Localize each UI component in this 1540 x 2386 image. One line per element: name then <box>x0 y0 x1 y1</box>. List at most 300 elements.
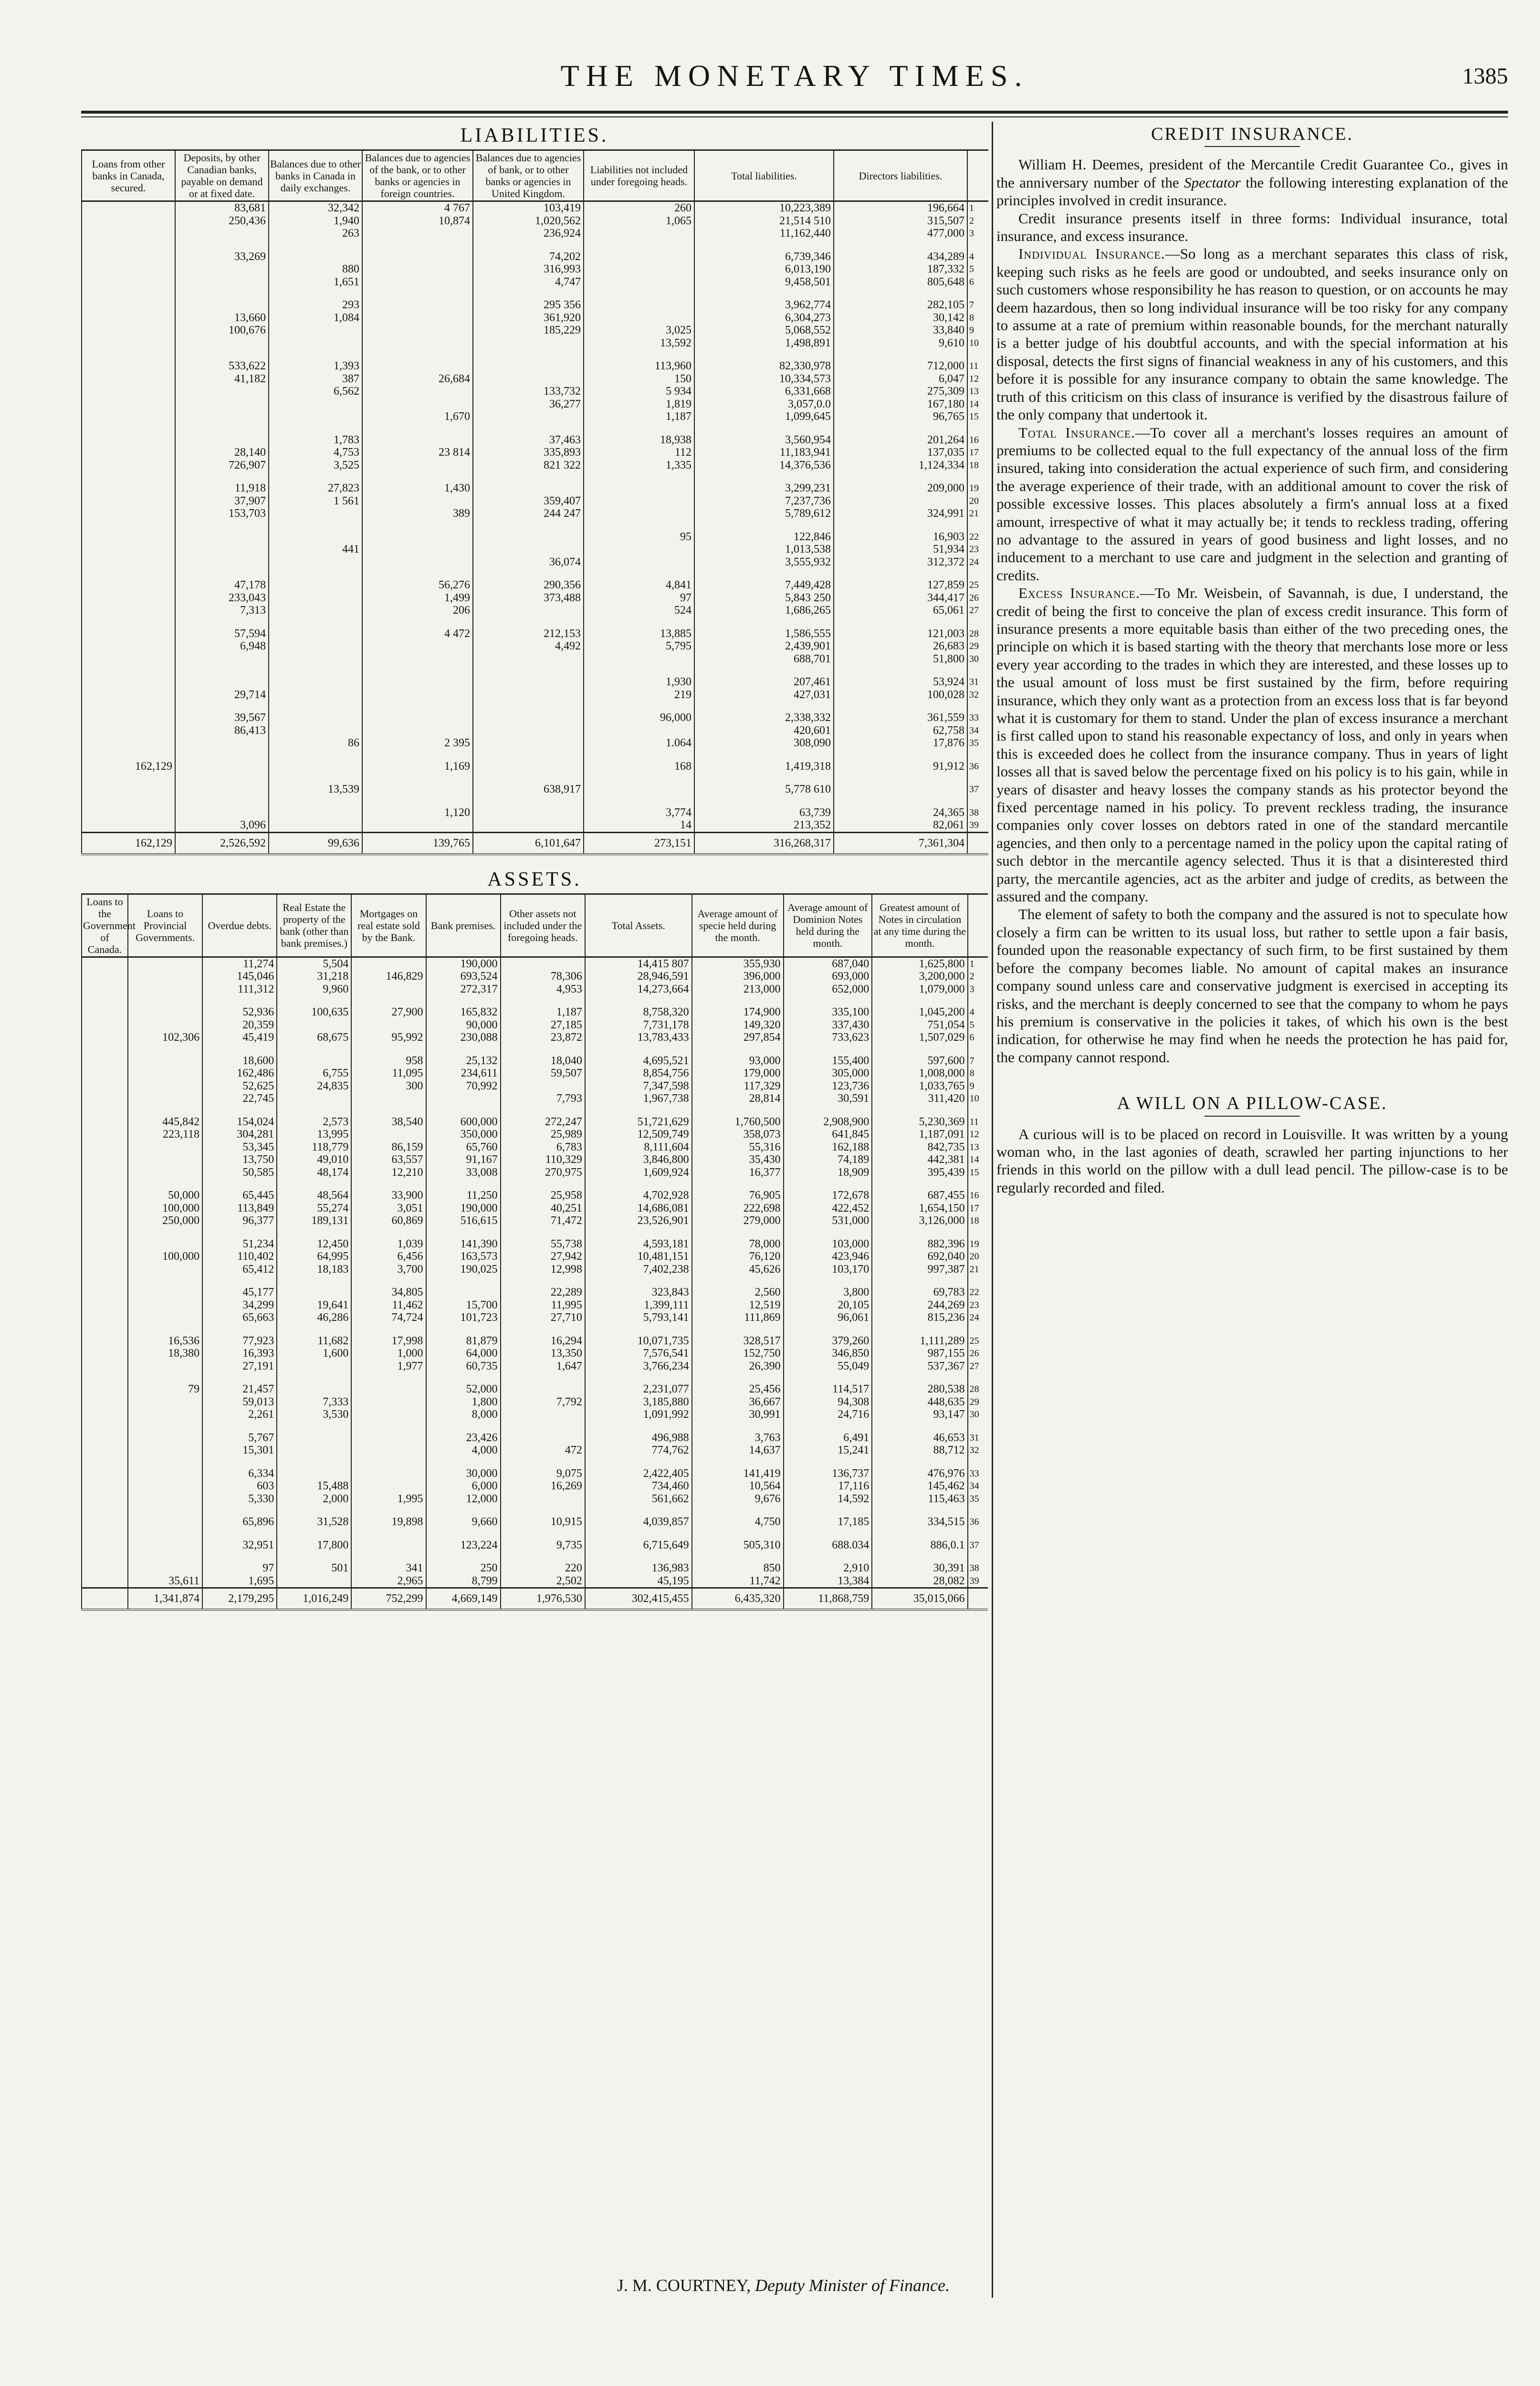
table-cell <box>362 459 473 472</box>
table-cell <box>351 1408 426 1421</box>
table-cell: 5,504 <box>277 957 351 970</box>
table-cell: 1,008,000 <box>872 1067 967 1080</box>
spacer-cell <box>128 1505 202 1516</box>
spacer-cell <box>834 665 967 676</box>
table-cell: 12,998 <box>501 1263 585 1276</box>
table-cell: 64,995 <box>277 1250 351 1263</box>
spacer-cell <box>128 1276 202 1286</box>
table-cell <box>128 957 202 970</box>
table-cell: 734,460 <box>585 1480 692 1493</box>
table-cell <box>82 531 175 544</box>
table-cell <box>82 1575 128 1588</box>
table-cell: 26,684 <box>362 373 473 386</box>
table-cell <box>351 957 426 970</box>
table-cell: 1,507,029 <box>872 1031 967 1044</box>
column-header: Liabilities not included under foregoing heads. <box>584 150 694 201</box>
table-cell: 9,610 <box>834 337 967 350</box>
table-cell: 272,317 <box>426 983 501 996</box>
spacer-cell <box>968 1324 988 1335</box>
spacer-cell <box>277 1528 351 1539</box>
table-cell <box>175 337 269 350</box>
row-number: 18 <box>967 459 988 472</box>
column-header: Loans to the Government of Canada. <box>82 894 128 957</box>
table-cell <box>584 543 694 556</box>
table-cell: 2 395 <box>362 737 473 750</box>
article-paragraph <box>996 584 1508 905</box>
table-cell: 13,783,433 <box>585 1031 692 1044</box>
spacer-cell <box>426 1528 501 1539</box>
table-cell: 250 <box>426 1562 501 1575</box>
table-cell: 69,783 <box>872 1286 967 1299</box>
table-cell <box>82 1408 128 1421</box>
spacer-cell <box>501 995 585 1006</box>
row-number: 2 <box>968 970 988 983</box>
table-cell: 516,615 <box>426 1214 501 1227</box>
table-cell <box>128 1396 202 1409</box>
table-cell: 11,095 <box>351 1067 426 1080</box>
table-cell <box>82 337 175 350</box>
spacer-cell <box>269 617 362 628</box>
table-cell: 341 <box>351 1562 426 1575</box>
table-cell: 445,842 <box>128 1116 202 1129</box>
row-number: 5 <box>968 1019 988 1032</box>
table-cell: 9,735 <box>501 1539 585 1552</box>
table-cell: 30,391 <box>872 1562 967 1575</box>
spacer-cell <box>362 423 473 434</box>
spacer-cell <box>692 1179 784 1189</box>
table-cell <box>175 653 269 666</box>
row-spacer <box>82 1179 988 1189</box>
table-cell <box>362 556 473 569</box>
table-cell: 5,767 <box>202 1432 277 1444</box>
table-cell: 344,417 <box>834 592 967 605</box>
table-cell <box>473 482 584 495</box>
table-cell: 33,840 <box>834 324 967 337</box>
table-cell: 297,854 <box>692 1031 784 1044</box>
table-cell: 815,236 <box>872 1311 967 1324</box>
table-row <box>82 983 988 996</box>
table-cell: 1,647 <box>501 1360 585 1373</box>
table-cell <box>175 434 269 447</box>
spacer-cell <box>501 1528 585 1539</box>
table-cell: 8,854,756 <box>585 1067 692 1080</box>
table-cell <box>128 1153 202 1166</box>
table-row <box>82 1153 988 1166</box>
table-cell <box>473 410 584 423</box>
table-cell: 65,896 <box>202 1516 277 1528</box>
table-cell: 24,716 <box>784 1408 872 1421</box>
table-cell <box>82 482 175 495</box>
spacer-cell <box>82 1505 128 1516</box>
table-cell <box>175 531 269 544</box>
total-cell: 35,015,066 <box>872 1588 967 1610</box>
table-cell: 36,277 <box>473 398 584 411</box>
table-cell: 6,755 <box>277 1067 351 1080</box>
table-row <box>82 1335 988 1348</box>
spacer-cell <box>692 1276 784 1286</box>
table-cell: 133,732 <box>473 385 584 398</box>
table-row <box>82 434 988 447</box>
table-cell: 110,329 <box>501 1153 585 1166</box>
table-row <box>82 1214 988 1227</box>
table-cell: 3,774 <box>584 806 694 819</box>
table-cell: 1,335 <box>584 459 694 472</box>
table-row <box>82 1019 988 1032</box>
table-cell: 9,960 <box>277 983 351 996</box>
table-cell: 21,514 510 <box>694 215 834 228</box>
table-cell <box>269 806 362 819</box>
table-cell <box>584 227 694 240</box>
row-number: 20 <box>968 1250 988 1263</box>
total-cell: 99,636 <box>269 832 362 854</box>
table-cell <box>584 312 694 324</box>
table-cell <box>82 1031 128 1044</box>
spacer-cell <box>277 1457 351 1467</box>
table-cell <box>82 1539 128 1552</box>
assets-title: ASSETS. <box>487 868 582 890</box>
table-cell <box>584 783 694 796</box>
table-cell: 476,976 <box>872 1467 967 1480</box>
table-cell: 805,648 <box>834 276 967 289</box>
table-cell <box>82 1067 128 1080</box>
row-number: 37 <box>967 783 988 796</box>
table-cell: 23,426 <box>426 1432 501 1444</box>
table-row <box>82 324 988 337</box>
spacer-cell <box>473 750 584 760</box>
table-row <box>82 689 988 701</box>
table-cell: 65,412 <box>202 1263 277 1276</box>
table-cell: 531,000 <box>784 1214 872 1227</box>
table-cell: 12,509,749 <box>585 1128 692 1141</box>
table-cell <box>82 957 128 970</box>
table-cell: 27,191 <box>202 1360 277 1373</box>
table-cell: 22,745 <box>202 1092 277 1105</box>
spacer-cell <box>967 471 988 482</box>
row-number: 33 <box>968 1467 988 1480</box>
table-cell: 6,000 <box>426 1480 501 1493</box>
table-cell: 35,430 <box>692 1153 784 1166</box>
table-row <box>82 1493 988 1506</box>
table-cell: 638,917 <box>473 783 584 796</box>
table-cell: 30,000 <box>426 1467 501 1480</box>
spacer-cell <box>585 1551 692 1562</box>
total-cell: 302,415,455 <box>585 1588 692 1610</box>
table-row <box>82 737 988 750</box>
table-cell: 24,835 <box>277 1080 351 1093</box>
table-cell: 300 <box>351 1080 426 1093</box>
table-cell: 15,700 <box>426 1299 501 1312</box>
table-cell <box>128 1562 202 1575</box>
table-cell: 36,074 <box>473 556 584 569</box>
table-cell <box>82 737 175 750</box>
run-in-heading: Excess Insurance. <box>1018 585 1140 602</box>
table-cell: 94,308 <box>784 1396 872 1409</box>
table-cell: 600,000 <box>426 1116 501 1129</box>
table-cell <box>351 1019 426 1032</box>
table-cell: 850 <box>692 1562 784 1575</box>
table-cell <box>269 579 362 592</box>
spacer-cell <box>128 1105 202 1116</box>
table-cell <box>473 604 584 617</box>
spacer-cell <box>968 1179 988 1189</box>
spacer-cell <box>426 1551 501 1562</box>
table-cell: 209,000 <box>834 482 967 495</box>
spacer-cell <box>584 423 694 434</box>
spacer-cell <box>351 1105 426 1116</box>
table-cell: 52,936 <box>202 1006 277 1019</box>
table-cell: 30,142 <box>834 312 967 324</box>
table-cell <box>277 1383 351 1396</box>
table-cell: 185,229 <box>473 324 584 337</box>
table-cell: 17,998 <box>351 1335 426 1348</box>
spacer-cell <box>784 1421 872 1432</box>
spacer-cell <box>872 1044 967 1055</box>
table-cell: 86 <box>269 737 362 750</box>
table-cell: 174,900 <box>692 1006 784 1019</box>
table-cell <box>473 543 584 556</box>
row-number: 36 <box>967 760 988 773</box>
table-row <box>82 215 988 228</box>
spacer-cell <box>82 665 175 676</box>
spacer-cell <box>968 1551 988 1562</box>
table-cell <box>82 263 175 276</box>
column-header: Total Assets. <box>585 894 692 957</box>
spacer-cell <box>967 796 988 806</box>
spacer-cell <box>501 1227 585 1238</box>
spacer-cell <box>277 1044 351 1055</box>
table-cell: 11,183,941 <box>694 446 834 459</box>
table-cell: 201,264 <box>834 434 967 447</box>
table-cell: 395,439 <box>872 1166 967 1179</box>
row-number: 29 <box>967 640 988 653</box>
table-cell: 41,182 <box>175 373 269 386</box>
table-cell: 17,185 <box>784 1516 872 1528</box>
table-cell: 3,096 <box>175 819 269 832</box>
table-cell: 9,458,501 <box>694 276 834 289</box>
spacer-cell <box>584 349 694 360</box>
table-cell: 111,312 <box>202 983 277 996</box>
table-cell: 48,174 <box>277 1166 351 1179</box>
table-cell: 15,488 <box>277 1480 351 1493</box>
spacer-cell <box>473 568 584 579</box>
spacer-cell <box>784 1227 872 1238</box>
table-cell: 15,241 <box>784 1444 872 1457</box>
table-row <box>82 495 988 508</box>
table-row <box>82 1202 988 1215</box>
table-cell <box>175 737 269 750</box>
table-cell: 323,843 <box>585 1286 692 1299</box>
table-cell: 207,461 <box>694 676 834 689</box>
spacer-cell <box>473 617 584 628</box>
table-cell <box>82 970 128 983</box>
table-cell: 537,367 <box>872 1360 967 1373</box>
spacer-cell <box>362 520 473 531</box>
table-cell: 441 <box>269 543 362 556</box>
table-cell <box>501 1432 585 1444</box>
table-cell: 5 934 <box>584 385 694 398</box>
spacer-cell <box>694 665 834 676</box>
spacer-cell <box>82 750 175 760</box>
table-cell <box>269 760 362 773</box>
table-cell <box>362 712 473 724</box>
spacer-cell <box>694 520 834 531</box>
table-cell <box>269 628 362 640</box>
spacer-cell <box>784 1044 872 1055</box>
table-cell <box>501 957 585 970</box>
table-cell: 1,499 <box>362 592 473 605</box>
liabilities-title: LIABILITIES. <box>460 125 609 147</box>
table-cell <box>128 1539 202 1552</box>
table-cell: 13,350 <box>501 1347 585 1360</box>
table-cell: 25,989 <box>501 1128 585 1141</box>
spacer-cell <box>967 349 988 360</box>
total-cell <box>82 1588 128 1610</box>
table-cell: 28,946,591 <box>585 970 692 983</box>
table-cell: 1,393 <box>269 360 362 373</box>
row-number: 8 <box>967 312 988 324</box>
table-cell: 8,000 <box>426 1408 501 1421</box>
table-cell <box>834 783 967 796</box>
row-number: 14 <box>967 398 988 411</box>
spacer-cell <box>834 288 967 299</box>
table-cell: 33,900 <box>351 1189 426 1202</box>
table-cell: 5,778 610 <box>694 783 834 796</box>
table-cell: 64,000 <box>426 1347 501 1360</box>
table-cell: 7,237,736 <box>694 495 834 508</box>
row-number: 11 <box>967 360 988 373</box>
table-cell <box>82 1153 128 1166</box>
table-cell <box>82 324 175 337</box>
table-cell: 5,068,552 <box>694 324 834 337</box>
table-cell: 97 <box>584 592 694 605</box>
row-number: 20 <box>967 495 988 508</box>
table-cell: 74,189 <box>784 1153 872 1166</box>
row-spacer <box>82 617 988 628</box>
spacer-cell <box>784 1551 872 1562</box>
spacer-cell <box>585 1105 692 1116</box>
table-cell: 100,000 <box>128 1250 202 1263</box>
table-cell: 361,920 <box>473 312 584 324</box>
row-spacer <box>82 1276 988 1286</box>
heading-rule <box>1205 1116 1300 1117</box>
table-cell <box>473 531 584 544</box>
spacer-cell <box>82 1179 128 1189</box>
table-cell <box>351 1467 426 1480</box>
row-number: 8 <box>968 1067 988 1080</box>
table-cell: 12,000 <box>426 1493 501 1506</box>
table-cell <box>473 819 584 832</box>
table-cell <box>362 312 473 324</box>
table-row <box>82 1116 988 1129</box>
row-number: 19 <box>968 1238 988 1251</box>
table-cell: 1,498,891 <box>694 337 834 350</box>
signatory-title: Deputy Minister of Finance. <box>755 2276 950 2295</box>
spacer-cell <box>694 471 834 482</box>
table-row <box>82 1250 988 1263</box>
spacer-cell <box>968 995 988 1006</box>
table-row <box>82 482 988 495</box>
row-spacer <box>82 1324 988 1335</box>
row-number: 6 <box>967 276 988 289</box>
column-header: Average amount of Dominion Notes held during the month. <box>784 894 872 957</box>
table-cell <box>584 263 694 276</box>
table-row <box>82 1408 988 1421</box>
table-cell <box>82 1116 128 1129</box>
run-in-heading: Total Insurance. <box>1018 424 1136 441</box>
spacer-cell <box>694 796 834 806</box>
column-header: Greatest amount of Notes in circulation at any time during the month. <box>872 894 967 957</box>
spacer-cell <box>784 1324 872 1335</box>
table-cell: 355,930 <box>692 957 784 970</box>
table-cell: 2,573 <box>277 1116 351 1129</box>
table-cell <box>82 676 175 689</box>
total-cell: 6,435,320 <box>692 1588 784 1610</box>
table-cell: 82,061 <box>834 819 967 832</box>
table-cell <box>82 1238 128 1251</box>
spacer-cell <box>968 1421 988 1432</box>
table-cell: 304,281 <box>202 1128 277 1141</box>
table-cell <box>128 1238 202 1251</box>
table-cell: 6,334 <box>202 1467 277 1480</box>
table-cell: 328,517 <box>692 1335 784 1348</box>
table-cell <box>128 1299 202 1312</box>
table-row <box>82 201 988 215</box>
table-cell <box>82 1383 128 1396</box>
column-header: Balances due to other banks in Canada in daily exchanges. <box>269 150 362 201</box>
table-cell: 3,200,000 <box>872 970 967 983</box>
table-cell: 190,000 <box>426 1202 501 1215</box>
table-cell: 11,162,440 <box>694 227 834 240</box>
table-cell: 219 <box>584 689 694 701</box>
spacer-cell <box>692 1528 784 1539</box>
table-cell <box>82 276 175 289</box>
spacer-cell <box>834 617 967 628</box>
table-cell: 45,419 <box>202 1031 277 1044</box>
spacer-cell <box>426 995 501 1006</box>
table-cell: 47,178 <box>175 579 269 592</box>
spacer-cell <box>473 471 584 482</box>
table-cell: 1,967,738 <box>585 1092 692 1105</box>
table-cell: 14,376,536 <box>694 459 834 472</box>
spacer-cell <box>128 1551 202 1562</box>
table-cell: 13,750 <box>202 1153 277 1166</box>
row-spacer <box>82 1421 988 1432</box>
spacer-cell <box>692 1227 784 1238</box>
table-cell: 244 247 <box>473 507 584 520</box>
table-cell: 137,035 <box>834 446 967 459</box>
table-cell: 155,400 <box>784 1055 872 1067</box>
spacer-cell <box>269 773 362 783</box>
spacer-cell <box>585 1044 692 1055</box>
row-number: 7 <box>967 299 988 312</box>
row-number: 35 <box>968 1493 988 1506</box>
table-cell <box>128 1311 202 1324</box>
spacer-cell <box>784 1528 872 1539</box>
table-cell: 4,593,181 <box>585 1238 692 1251</box>
table-cell: 712,000 <box>834 360 967 373</box>
row-number: 3 <box>968 983 988 996</box>
table-cell <box>269 676 362 689</box>
spacer-cell <box>585 1505 692 1516</box>
table-cell: 4,753 <box>269 446 362 459</box>
article-will <box>996 1095 1508 1196</box>
spacer-cell <box>82 349 175 360</box>
row-number: 21 <box>968 1263 988 1276</box>
spacer-cell <box>501 1276 585 1286</box>
table-cell: 687,455 <box>872 1189 967 1202</box>
table-cell: 141,419 <box>692 1467 784 1480</box>
table-cell: 693,000 <box>784 970 872 983</box>
